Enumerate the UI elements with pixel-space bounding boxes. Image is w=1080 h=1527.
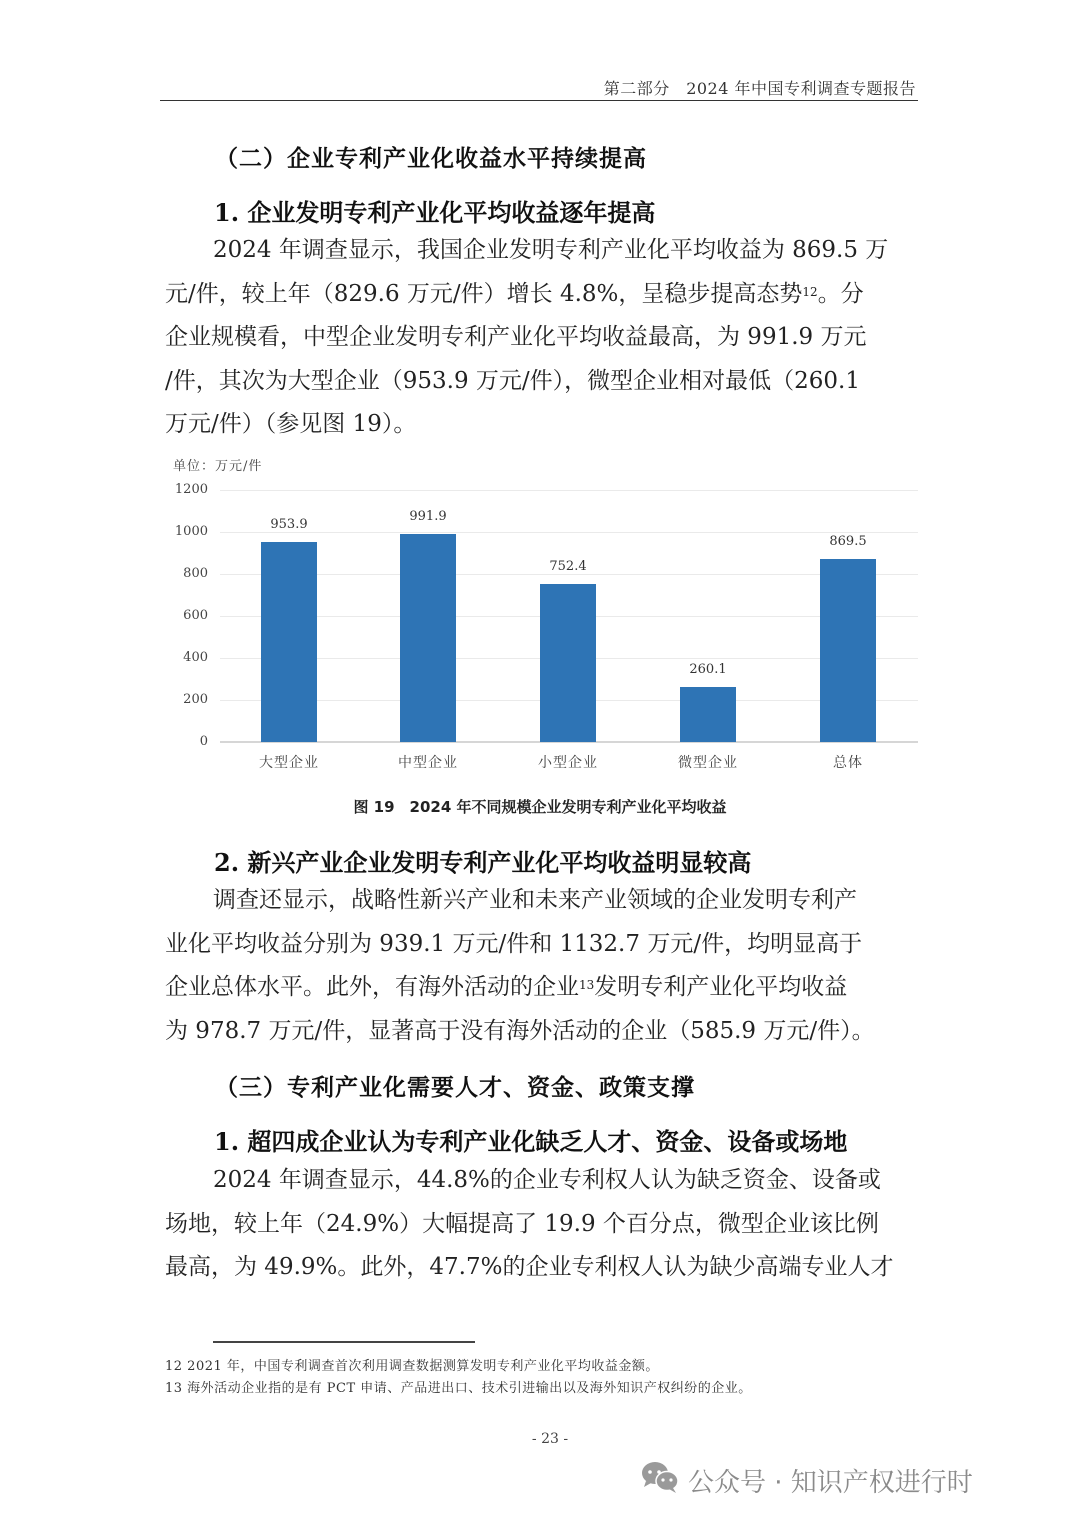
watermark-text: 公众号 · 知识产权进行时 [688, 1467, 973, 1498]
bar-value-label: 260.1 [689, 662, 727, 677]
bar-value-label: 752.4 [549, 559, 587, 574]
bar-small-enterprise [540, 584, 596, 742]
footnote-divider [213, 1341, 475, 1343]
subsection-heading-2-2: 2. 新兴产业企业发明专利产业化平均收益明显较高 [214, 848, 752, 877]
para-line: 最高，为 49.9%。此外，47.7%的企业专利权人认为缺少高端专业人才 [165, 1254, 894, 1280]
y-tick: 1200 [174, 482, 208, 497]
wechat-icon [640, 1460, 680, 1501]
bar-value-label: 991.9 [409, 509, 447, 524]
bar-medium-enterprise [400, 534, 456, 742]
para-line: 业化平均收益分别为 939.1 万元/件和 1132.7 万元/件，均明显高于 [165, 930, 863, 957]
para-line: 为 978.7 万元/件，显著高于没有海外活动的企业（585.9 万元/件）。 [165, 1017, 875, 1044]
para-line: /件，其次为大型企业（953.9 万元/件），微型企业相对最低（260.1 [165, 367, 860, 394]
y-tick: 200 [183, 692, 208, 707]
footnote-13: 13 海外活动企业指的是有 PCT 申请、产品进出口、技术引进输出以及海外知识产权纠纷的企业。 [165, 1381, 752, 1396]
para-line: 场地，较上年（24.9%）大幅提高了 19.9 个百分点，微型企业该比例 [165, 1210, 879, 1237]
figure-caption: 图 19 2024 年不同规模企业发明专利产业化平均收益 [353, 798, 727, 816]
para-line: 2024 年调查显示，我国企业发明专利产业化平均收益为 869.5 万 [213, 237, 889, 263]
header-title: 第二部分 2024 年中国专利调查专题报告 [603, 79, 916, 98]
para-line: 元/件，较上年（829.6 万元/件）增长 4.8%，呈稳步提高态势 [165, 280, 803, 307]
y-tick: 800 [183, 566, 208, 581]
subsection-heading-2-1: 1. 企业发明专利产业化平均收益逐年提高 [214, 198, 656, 227]
footnote-12: 12 2021 年，中国专利调查首次利用调查数据测算发明专利产业化平均收益金额。 [165, 1359, 659, 1374]
para-line: 企业规模看，中型企业发明专利产业化平均收益最高，为 991.9 万元 [165, 324, 867, 350]
x-category-label: 中型企业 [398, 755, 458, 771]
x-category-label: 总体 [833, 755, 863, 771]
bar-overall [820, 559, 876, 742]
bar-large-enterprise [261, 542, 317, 742]
gridline [220, 490, 918, 491]
x-category-label: 小型企业 [538, 755, 598, 771]
para-line: 调查还显示，战略性新兴产业和未来产业领域的企业发明专利产 [213, 887, 857, 913]
bar-value-label: 953.9 [270, 517, 308, 532]
gridline [220, 574, 918, 575]
paragraph-3-1 [165, 1159, 917, 1290]
bar-value-label: 869.5 [829, 534, 867, 549]
paragraph-2-1 [165, 229, 917, 447]
footnote-ref-13: 13 [579, 978, 595, 992]
page-number: - 23 - [531, 1431, 569, 1447]
para-line: 2024 年调查显示，44.8%的企业专利权人认为缺乏资金、设备或 [213, 1167, 881, 1193]
section-heading-3: （三）专利产业化需要人才、资金、政策支撑 [215, 1074, 695, 1101]
para-line: 万元/件）（参见图 19）。 [165, 411, 417, 437]
para-line: 发明专利产业化平均收益 [594, 974, 848, 1000]
y-tick: 400 [183, 650, 208, 665]
y-tick: 600 [183, 608, 208, 623]
unit-label: 单位：万元/件 [173, 459, 263, 474]
x-category-label: 大型企业 [259, 755, 319, 771]
gridline [220, 532, 918, 533]
y-tick: 0 [199, 734, 208, 749]
bar-micro-enterprise [680, 687, 736, 742]
page-header [160, 76, 918, 101]
subsection-heading-3-1: 1. 超四成企业认为专利产业化缺乏人才、资金、设备或场地 [214, 1127, 848, 1156]
bar-chart-figure-19 [160, 452, 920, 792]
y-tick: 1000 [174, 524, 208, 539]
footnote-ref-12: 12 [802, 284, 818, 299]
x-category-label: 微型企业 [678, 755, 738, 771]
para-line: 企业总体水平。此外，有海外活动的企业 [165, 974, 579, 1000]
section-heading-2: （二）企业专利产业化收益水平持续提高 [215, 145, 647, 172]
paragraph-2-2 [165, 879, 917, 1053]
para-line: 。分 [817, 280, 864, 307]
watermark [640, 1460, 973, 1500]
